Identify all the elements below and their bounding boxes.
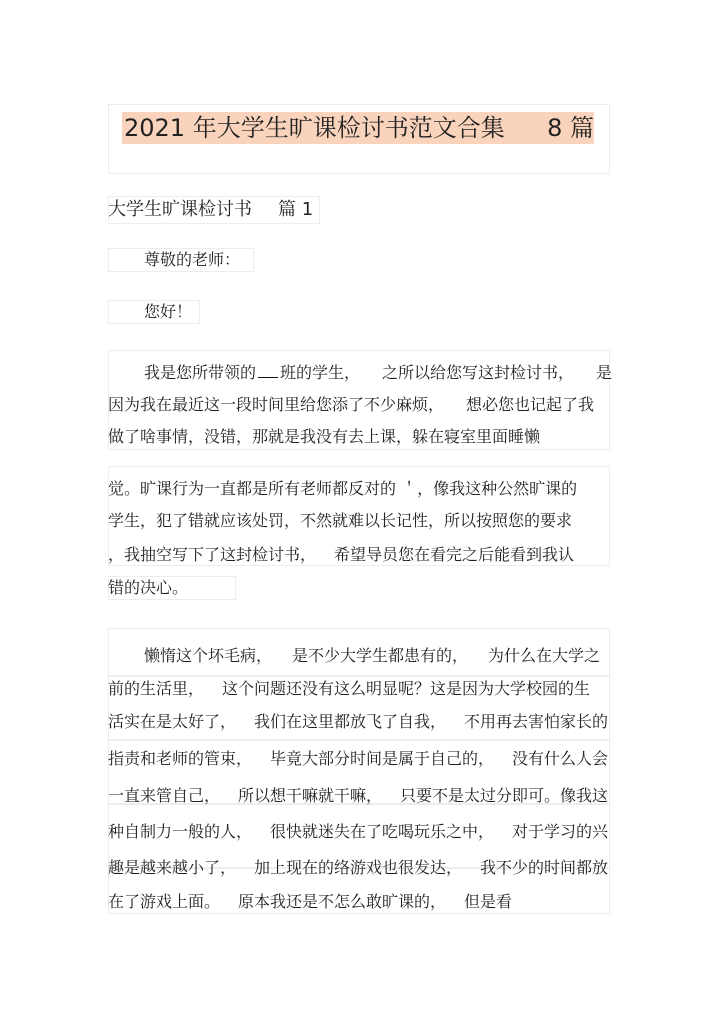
paragraph2-line [108,785,608,807]
paragraph1-line: 觉。旷课行为一直都是所有老师都反对的 ＇，像我这种公然旷课的 [108,479,578,498]
text-span: 在了游戏上面。 [108,892,221,911]
paragraph2-line [108,711,608,733]
fill-in-blank [258,363,278,378]
text-span: 班的学生， [280,363,361,382]
text-span: 想必您也记起了我 [466,395,595,414]
title-count: 8 篇 [547,114,594,142]
text-span: 是不少大学生都患有的， [292,646,469,665]
section-heading-title: 大学生旷课检讨书 [108,199,252,220]
text-span: 种自制力一般的人， [108,822,253,841]
text-span: 一直来管自己， [108,786,221,805]
text-span: 懒惰这个坏毛病， [144,646,273,665]
text-span: 希望导员您在看完之后能看到我认 [334,545,575,564]
document-title [124,112,594,144]
greeting: 您好！ [144,302,193,321]
paragraph2-line [108,678,590,700]
paragraph1-line: 做了啥事情，没错，那就是我没有去上课，躲在寝室里面睡懒 [108,427,541,446]
text-span: 但是看 [464,892,513,911]
text-span: 我是您所带领的 [144,363,257,382]
text-span: 活实在是太好了， [108,712,237,731]
text-span: 只要不是太过分即可。像我这 [400,786,609,805]
paragraph1-line [108,362,612,384]
title-main: 2021 年大学生旷课检讨书范文合集 [124,114,505,142]
paragraph1-line [108,544,574,566]
text-span: 所以想干嘛就干嘛， [238,786,383,805]
text-span: ，我抽空写下了这封检讨书， [108,545,317,564]
text-span: 很快就迷失在了吃喝玩乐之中， [270,822,495,841]
text-span: 是 [596,363,613,382]
text-span: 加上现在的络游戏也很发达， [254,858,463,877]
text-span: 不用再去害怕家长的 [464,712,609,731]
text-span: 之所以给您写这封检讨书， [382,363,575,382]
text-span: 对于学习的兴 [512,822,609,841]
text-span: 这个问题还没有这么明显呢？这是因为大学校园的生 [222,679,591,698]
section-heading-number: 篇 1 [278,199,314,220]
text-span: 原本我还是不怎么敢旷课的， [238,892,447,911]
paragraph1-line: 错的决心。 [108,578,189,597]
text-span: 毕竟大部分时间是属于自己的， [270,749,495,768]
text-span: 因为我在最近这一段时间里给您添了不少麻烦， [108,395,445,414]
paragraph2-line [108,645,600,667]
text-span: 趣是越来越小了， [108,858,237,877]
paragraph2-line [108,857,608,879]
text-span: 我不少的时间都放 [480,858,609,877]
text-span: 为什么在大学之 [488,646,601,665]
section-heading [108,198,313,222]
text-span: 指责和老师的管束， [108,749,253,768]
paragraph2-line [108,891,512,913]
paragraph2-line [108,821,608,843]
paragraph1-line: 学生，犯了错就应该处罚，不然就难以长记性，所以按照您的要求 [108,511,573,530]
text-span: 前的生活里， [108,679,205,698]
text-span: 没有什么人会 [512,749,609,768]
text-span: 我们在这里都放飞了自我， [254,712,447,731]
paragraph1-line [108,394,594,416]
salutation: 尊敬的老师： [144,250,241,269]
paragraph2-line [108,748,608,770]
